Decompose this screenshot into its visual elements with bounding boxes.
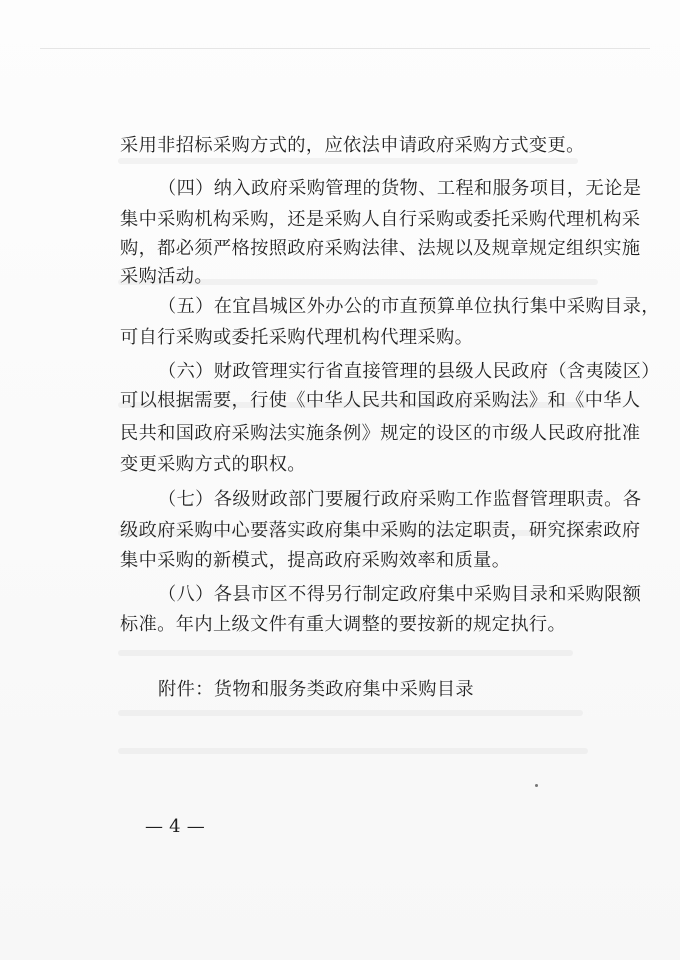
bleed-through-mark (118, 748, 588, 754)
body-line: （八）各县市区不得另行制定政府集中采购目录和采购限额 (158, 584, 642, 605)
body-line: 购，都必须严格按照政府采购法律、法规以及规章规定组织实施 (120, 238, 641, 259)
body-line: 级政府采购中心要落实政府集中采购的法定职责，研究探索政府 (120, 520, 641, 541)
body-line: 民共和国政府采购法实施条例》规定的设区的市级人民政府批准 (120, 423, 641, 444)
small-mark (535, 784, 538, 787)
body-line: 采购活动。 (120, 266, 213, 287)
body-line: 集中采购机构采购，还是采购人自行采购或委托采购代理机构采 (120, 209, 641, 230)
body-line: （六）财政管理实行省直接管理的县级人民政府（含夷陵区） (158, 361, 660, 382)
page-number: — 4 — (145, 816, 205, 837)
bleed-through-mark (118, 710, 583, 716)
top-rule (40, 48, 650, 49)
body-line: （四）纳入政府采购管理的货物、工程和服务项目，无论是 (158, 178, 642, 199)
bleed-through-mark (118, 158, 578, 164)
body-line: 集中采购的新模式，提高政府采购效率和质量。 (120, 550, 511, 571)
body-line: 采用非招标采购方式的，应依法申请政府采购方式变更。 (120, 135, 585, 156)
bleed-through-mark (118, 650, 573, 656)
attachment-line: 附件：货物和服务类政府集中采购目录 (158, 679, 474, 700)
body-line: 可以根据需要，行使《中华人民共和国政府采购法》和《中华人 (120, 390, 641, 411)
body-line: 可自行采购或委托采购代理机构代理采购。 (120, 327, 474, 348)
body-line: 标准。年内上级文件有重大调整的要按新的规定执行。 (120, 614, 567, 635)
body-line: 变更采购方式的职权。 (120, 454, 306, 475)
body-line: （五）在宜昌城区外办公的市直预算单位执行集中采购目录， (158, 296, 660, 317)
body-line: （七）各级财政部门要履行政府采购工作监督管理职责。各 (158, 489, 642, 510)
